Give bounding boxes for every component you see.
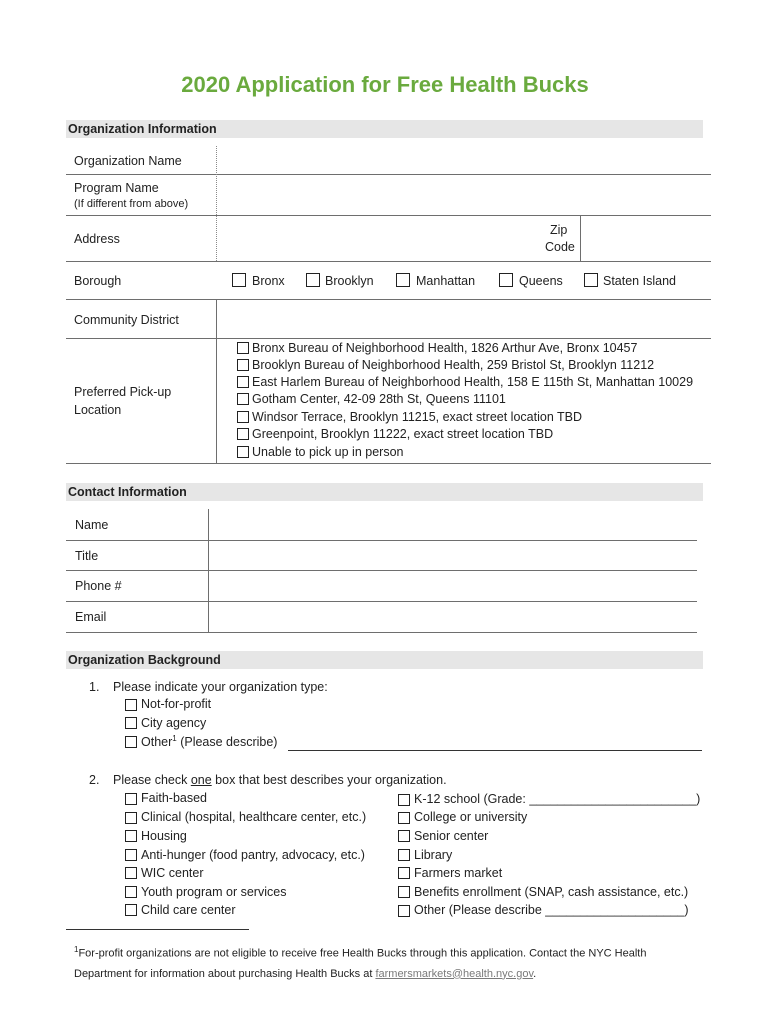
org-category-checkbox[interactable] — [398, 849, 410, 861]
contact-phone-label: Phone # — [75, 579, 122, 593]
contact-email-label: Email — [75, 610, 107, 624]
address-field[interactable] — [220, 220, 534, 260]
page-title: 2020 Application for Free Health Bucks — [181, 72, 589, 97]
org-type-checkbox-other[interactable] — [125, 736, 137, 748]
pickup-checkbox[interactable] — [237, 376, 249, 388]
community-district-label: Community District — [74, 313, 179, 327]
pickup-option: Unable to pick up in person — [252, 445, 404, 459]
org-category-label: K-12 school (Grade: ________________________) — [414, 792, 701, 806]
pickup-checkbox[interactable] — [237, 342, 249, 354]
org-category-label: Farmers market — [414, 866, 503, 880]
contact-title-field[interactable] — [212, 543, 698, 570]
footnote: $^1$For-profit organizations are not eligible to receive free Health Bucks through this application. Contact the NYC Health Department for information about purchasing Health Bucks at farmersmarkets@health.nyc.gov. — [74, 945, 647, 980]
borough-label: Borough — [74, 274, 122, 288]
pickup-option: Greenpoint, Brooklyn 11222, exact street location TBD — [252, 427, 554, 441]
org-category-checkbox[interactable] — [125, 849, 137, 861]
contact-info-header: Contact Information — [66, 483, 703, 501]
org-category-checkbox[interactable] — [398, 905, 410, 917]
org-info-header: Organization Information — [66, 120, 703, 138]
borough-label-staten-island: Staten Island — [603, 274, 676, 288]
org-category-label: Faith-based — [141, 791, 208, 805]
org-category-checkbox[interactable] — [125, 830, 137, 842]
footnote-divider — [66, 929, 249, 930]
pickup-checkbox[interactable] — [237, 446, 249, 458]
org-category-label: Benefits enrollment (SNAP, cash assistance, etc.) — [414, 885, 689, 899]
question-1-number: 1. — [89, 680, 100, 694]
address-label: Address — [74, 232, 120, 246]
org-category-checkbox[interactable] — [125, 886, 137, 898]
org-category-checkbox[interactable] — [398, 886, 410, 898]
contact-email-field[interactable] — [212, 604, 698, 632]
contact-phone-field[interactable] — [212, 573, 698, 601]
borough-label-bronx: Bronx — [252, 274, 285, 288]
borough-checkbox-queens[interactable] — [499, 273, 513, 287]
org-category-checkbox[interactable] — [125, 793, 137, 805]
pickup-option: Bronx Bureau of Neighborhood Health, 1826 Arthur Ave, Bronx 10457 — [252, 341, 638, 355]
borough-label-queens: Queens — [519, 274, 563, 288]
org-category-checkbox[interactable] — [398, 812, 410, 824]
org-name-label: Organization Name — [74, 154, 182, 168]
org-category-checkbox[interactable] — [125, 812, 137, 824]
org-category-label: Clinical (hospital, healthcare center, etc.) — [141, 810, 367, 824]
pickup-checkbox[interactable] — [237, 428, 249, 440]
question-2-text: Please check one box that best describes your organization. — [113, 773, 447, 787]
org-type-checkbox-city-agency[interactable] — [125, 717, 137, 729]
borough-checkbox-manhattan[interactable] — [396, 273, 410, 287]
org-type-label: Not-for-profit — [141, 697, 212, 711]
org-category-checkbox[interactable] — [398, 867, 410, 879]
pickup-option: Windsor Terrace, Brooklyn 11215, exact street location TBD — [252, 410, 583, 424]
org-category-label: Other (Please describe ____________________) — [414, 903, 689, 917]
org-type-label: City agency — [141, 716, 207, 730]
org-category-label: College or university — [414, 810, 528, 824]
borough-checkbox-bronx[interactable] — [232, 273, 246, 287]
program-name-field[interactable] — [220, 178, 712, 214]
question-1-text: Please indicate your organization type: — [113, 680, 328, 694]
org-type-checkbox-not-for-profit[interactable] — [125, 699, 137, 711]
org-category-label: Anti-hunger (food pantry, advocacy, etc.) — [141, 848, 365, 862]
pickup-checkbox[interactable] — [237, 411, 249, 423]
pickup-option: Gotham Center, 42-09 28th St, Queens 11101 — [252, 392, 506, 406]
question-2-number: 2. — [89, 773, 100, 787]
pickup-checkbox[interactable] — [237, 359, 249, 371]
borough-checkbox-staten-island[interactable] — [584, 273, 598, 287]
org-category-checkbox[interactable] — [125, 904, 137, 916]
borough-checkbox-brooklyn[interactable] — [306, 273, 320, 287]
program-name-note: (If different from above) — [74, 198, 189, 210]
zip-label-line2: Code — [545, 240, 575, 254]
org-category-checkbox[interactable] — [398, 794, 410, 806]
org-category-label: Housing — [141, 829, 187, 843]
community-district-field[interactable] — [220, 304, 712, 336]
org-category-label: Library — [414, 848, 453, 862]
zip-code-field[interactable] — [584, 220, 712, 260]
pickup-label-line1: Preferred Pick-up — [74, 385, 172, 399]
footnote-email-link[interactable]: farmersmarkets@health.nyc.gov — [375, 967, 534, 980]
org-category-label: Child care center — [141, 903, 236, 917]
pickup-label-line2: Location — [74, 403, 122, 417]
org-category-label: Youth program or services — [141, 885, 287, 899]
borough-label-manhattan: Manhattan — [416, 274, 476, 288]
zip-label-line1: Zip — [550, 223, 568, 237]
org-category-label: WIC center — [141, 866, 204, 880]
pickup-checkbox[interactable] — [237, 393, 249, 405]
org-category-label: Senior center — [414, 829, 489, 843]
contact-name-field[interactable] — [212, 512, 698, 540]
contact-name-label: Name — [75, 518, 109, 532]
pickup-option: East Harlem Bureau of Neighborhood Health, 158 E 115th St, Manhattan 10029 — [252, 375, 694, 389]
org-background-header: Organization Background — [66, 651, 703, 669]
borough-label-brooklyn: Brooklyn — [325, 274, 374, 288]
org-type-other-description-field[interactable] — [288, 733, 706, 751]
contact-title-label: Title — [75, 549, 99, 563]
program-name-label: Program Name — [74, 181, 159, 195]
org-name-field[interactable] — [220, 150, 712, 174]
org-category-checkbox[interactable] — [125, 867, 137, 879]
org-category-checkbox[interactable] — [398, 830, 410, 842]
pickup-option: Brooklyn Bureau of Neighborhood Health, 259 Bristol St, Brooklyn 11212 — [252, 358, 655, 372]
org-type-other-label: Other$^1$ (Please describe) — [141, 734, 278, 750]
